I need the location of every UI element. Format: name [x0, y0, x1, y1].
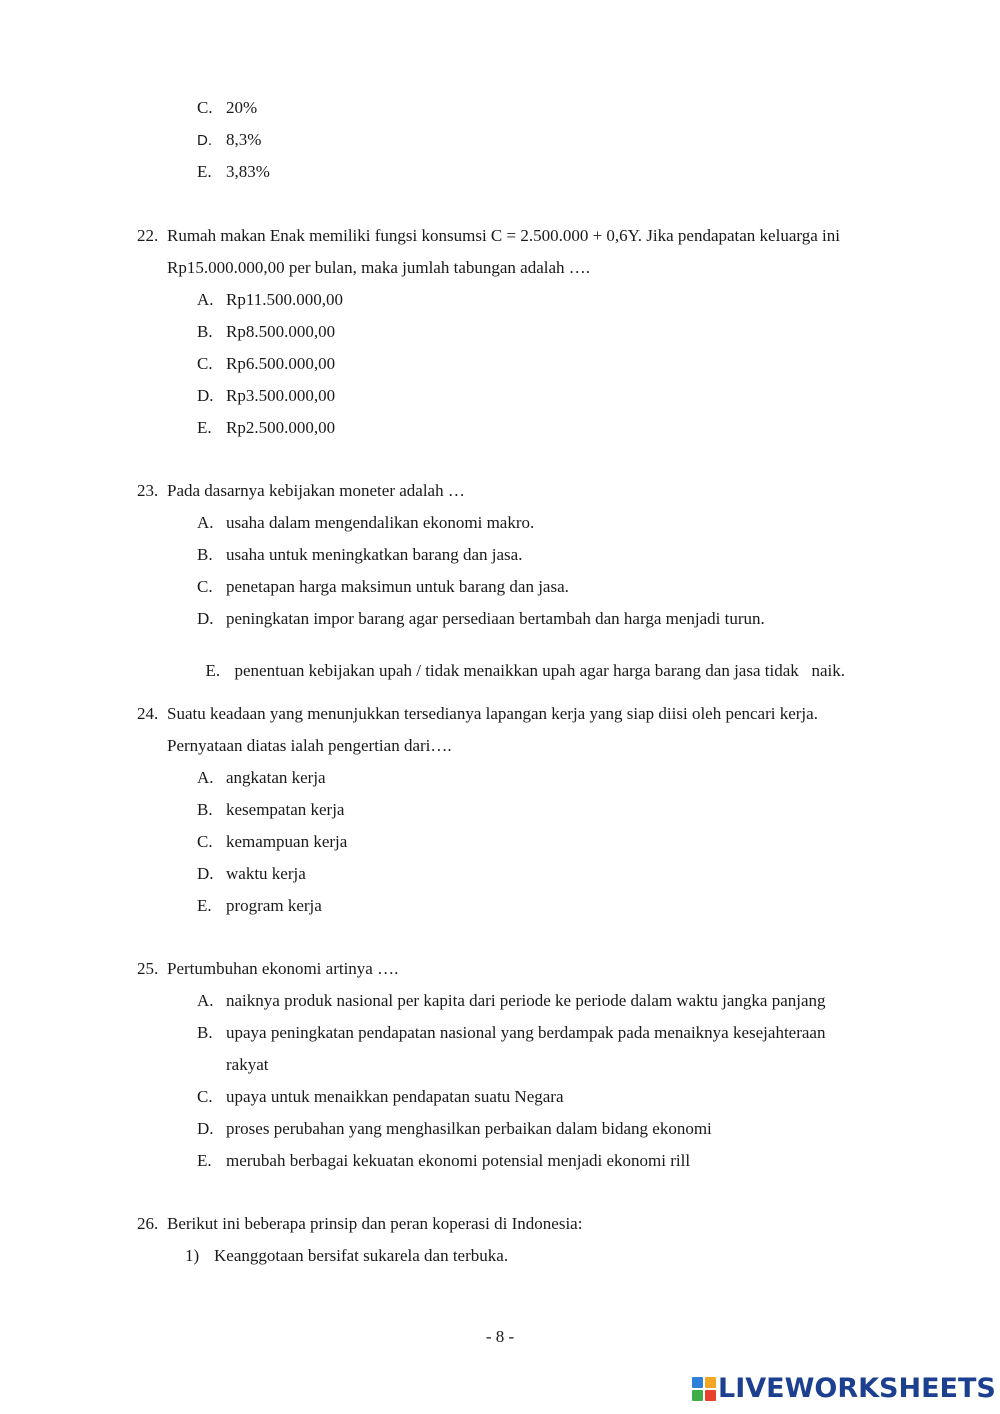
question-number: 25.	[137, 959, 159, 978]
option-text: usaha dalam mengendalikan ekonomi makro.	[226, 513, 535, 532]
option-label: A.	[197, 513, 214, 532]
question-text: Rp15.000.000,00 per bulan, maka jumlah tabungan adalah ….	[167, 258, 591, 277]
option-label: E.	[205, 661, 221, 680]
option-text: Rp11.500.000,00	[226, 290, 343, 309]
q24-option-d[interactable]	[197, 864, 306, 884]
brand-text: LIVEWORKSHEETS	[718, 1373, 996, 1404]
liveworksheets-icon	[692, 1377, 716, 1401]
option-text: merubah berbagai kekuatan ekonomi potensial menjadi ekonomi rill	[226, 1151, 691, 1170]
q25-option-c[interactable]	[197, 1087, 564, 1107]
question-22-stem-cont	[167, 258, 590, 278]
option-text: peningkatan impor barang agar persediaan bertambah dan harga menjadi turun.	[226, 609, 765, 628]
question-22-stem	[137, 226, 840, 246]
logo-tile-icon	[705, 1377, 716, 1388]
option-text: 3,83%	[226, 162, 270, 181]
option-text: Rp8.500.000,00	[226, 322, 336, 341]
option-text: upaya peningkatan pendapatan nasional yang berdampak pada menaiknya kesejahteraan	[226, 1023, 826, 1042]
option-text: kemampuan kerja	[226, 832, 348, 851]
q23-option-e[interactable]	[197, 641, 845, 681]
option-label: A.	[197, 991, 214, 1010]
option-label: B.	[197, 1023, 213, 1042]
question-number: 24.	[137, 704, 159, 723]
question-24-stem-cont	[167, 736, 452, 756]
option-label: C.	[197, 577, 213, 596]
option-label: E.	[197, 418, 212, 437]
q25-option-e[interactable]	[197, 1151, 690, 1171]
question-25-stem	[137, 959, 398, 979]
q22-option-a[interactable]	[197, 290, 343, 310]
q26-item-1	[185, 1246, 508, 1266]
option-label: D.	[197, 1119, 214, 1138]
q25-option-a[interactable]	[197, 991, 826, 1011]
question-text: Pernyataan diatas ialah pengertian dari….	[167, 736, 452, 755]
option-label: E.	[197, 896, 212, 915]
option-label: C.	[197, 832, 213, 851]
option-label: E.	[197, 1151, 212, 1170]
liveworksheets-logo	[692, 1372, 996, 1406]
q23-option-b[interactable]	[197, 545, 522, 565]
option-text: Rp6.500.000,00	[226, 354, 336, 373]
option-label: A.	[197, 768, 214, 787]
option-label: A.	[197, 290, 214, 309]
q25-option-b[interactable]	[197, 1023, 825, 1043]
option-text: upaya untuk menaikkan pendapatan suatu Negara	[226, 1087, 564, 1106]
q24-option-a[interactable]	[197, 768, 326, 788]
option-label: D.	[197, 132, 212, 149]
q25-option-d[interactable]	[197, 1119, 712, 1139]
question-26-stem	[137, 1214, 582, 1234]
question-text: Rumah makan Enak memiliki fungsi konsumsi C = 2.500.000 + 0,6Y. Jika pendapatan keluarga ini	[167, 226, 840, 245]
item-label: 1)	[185, 1246, 200, 1265]
question-text: Pertumbuhan ekonomi artinya ….	[167, 959, 399, 978]
option-text: angkatan kerja	[226, 768, 326, 787]
prev-option-d	[197, 130, 261, 151]
q24-option-e[interactable]	[197, 896, 322, 916]
prev-option-c	[197, 98, 257, 118]
q23-option-c[interactable]	[197, 577, 569, 597]
option-label: D.	[197, 386, 214, 405]
q24-option-b[interactable]	[197, 800, 344, 820]
option-text: waktu kerja	[226, 864, 306, 883]
option-label: D.	[197, 609, 214, 628]
q22-option-d[interactable]	[197, 386, 335, 406]
page-number: - 8 -	[485, 1327, 515, 1346]
option-label: C.	[197, 1087, 213, 1106]
option-text: 8,3%	[226, 130, 262, 149]
question-text: Pada dasarnya kebijakan moneter adalah …	[167, 481, 465, 500]
question-number: 26.	[137, 1214, 159, 1233]
question-24-stem	[137, 704, 818, 724]
option-text: usaha untuk meningkatkan barang dan jasa.	[226, 545, 523, 564]
option-label: C.	[197, 98, 213, 117]
option-text: proses perubahan yang menghasilkan perbaikan dalam bidang ekonomi	[226, 1119, 712, 1138]
q24-option-c[interactable]	[197, 832, 347, 852]
option-label: B.	[197, 800, 213, 819]
q23-option-d[interactable]	[197, 609, 765, 629]
question-number: 23.	[137, 481, 159, 500]
question-text: Suatu keadaan yang menunjukkan tersedianya lapangan kerja yang siap diisi oleh pencari kerja.	[167, 704, 818, 723]
option-label: C.	[197, 354, 213, 373]
q22-option-b[interactable]	[197, 322, 335, 342]
item-text: Keanggotaan bersifat sukarela dan terbuka.	[214, 1246, 509, 1265]
option-text: kesempatan kerja	[226, 800, 345, 819]
option-text: program kerja	[226, 896, 322, 915]
option-text: penetapan harga maksimun untuk barang dan jasa.	[226, 577, 569, 596]
option-text: 20%	[226, 98, 258, 117]
option-label: D.	[197, 864, 214, 883]
option-text: Rp2.500.000,00	[226, 418, 336, 437]
question-text: Berikut ini beberapa prinsip dan peran koperasi di Indonesia:	[167, 1214, 583, 1233]
question-number: 22.	[137, 226, 159, 245]
option-label: E.	[197, 162, 212, 181]
logo-tile-icon	[692, 1377, 703, 1388]
q22-option-e[interactable]	[197, 418, 335, 438]
option-text: penentuan kebijakan upah / tidak menaikkan upah agar harga barang dan jasa tidak naik.	[234, 661, 846, 680]
prev-option-e	[197, 162, 270, 182]
question-23-stem	[137, 481, 465, 501]
q23-option-a[interactable]	[197, 513, 534, 533]
option-text: Rp3.500.000,00	[226, 386, 336, 405]
option-text: rakyat	[226, 1055, 269, 1074]
option-label: B.	[197, 322, 213, 341]
q22-option-c[interactable]	[197, 354, 335, 374]
option-text: naiknya produk nasional per kapita dari periode ke periode dalam waktu jangka panjang	[226, 991, 826, 1010]
logo-tile-icon	[705, 1390, 716, 1401]
option-label: B.	[197, 545, 213, 564]
logo-tile-icon	[692, 1390, 703, 1401]
q25-option-b-cont	[226, 1055, 268, 1075]
